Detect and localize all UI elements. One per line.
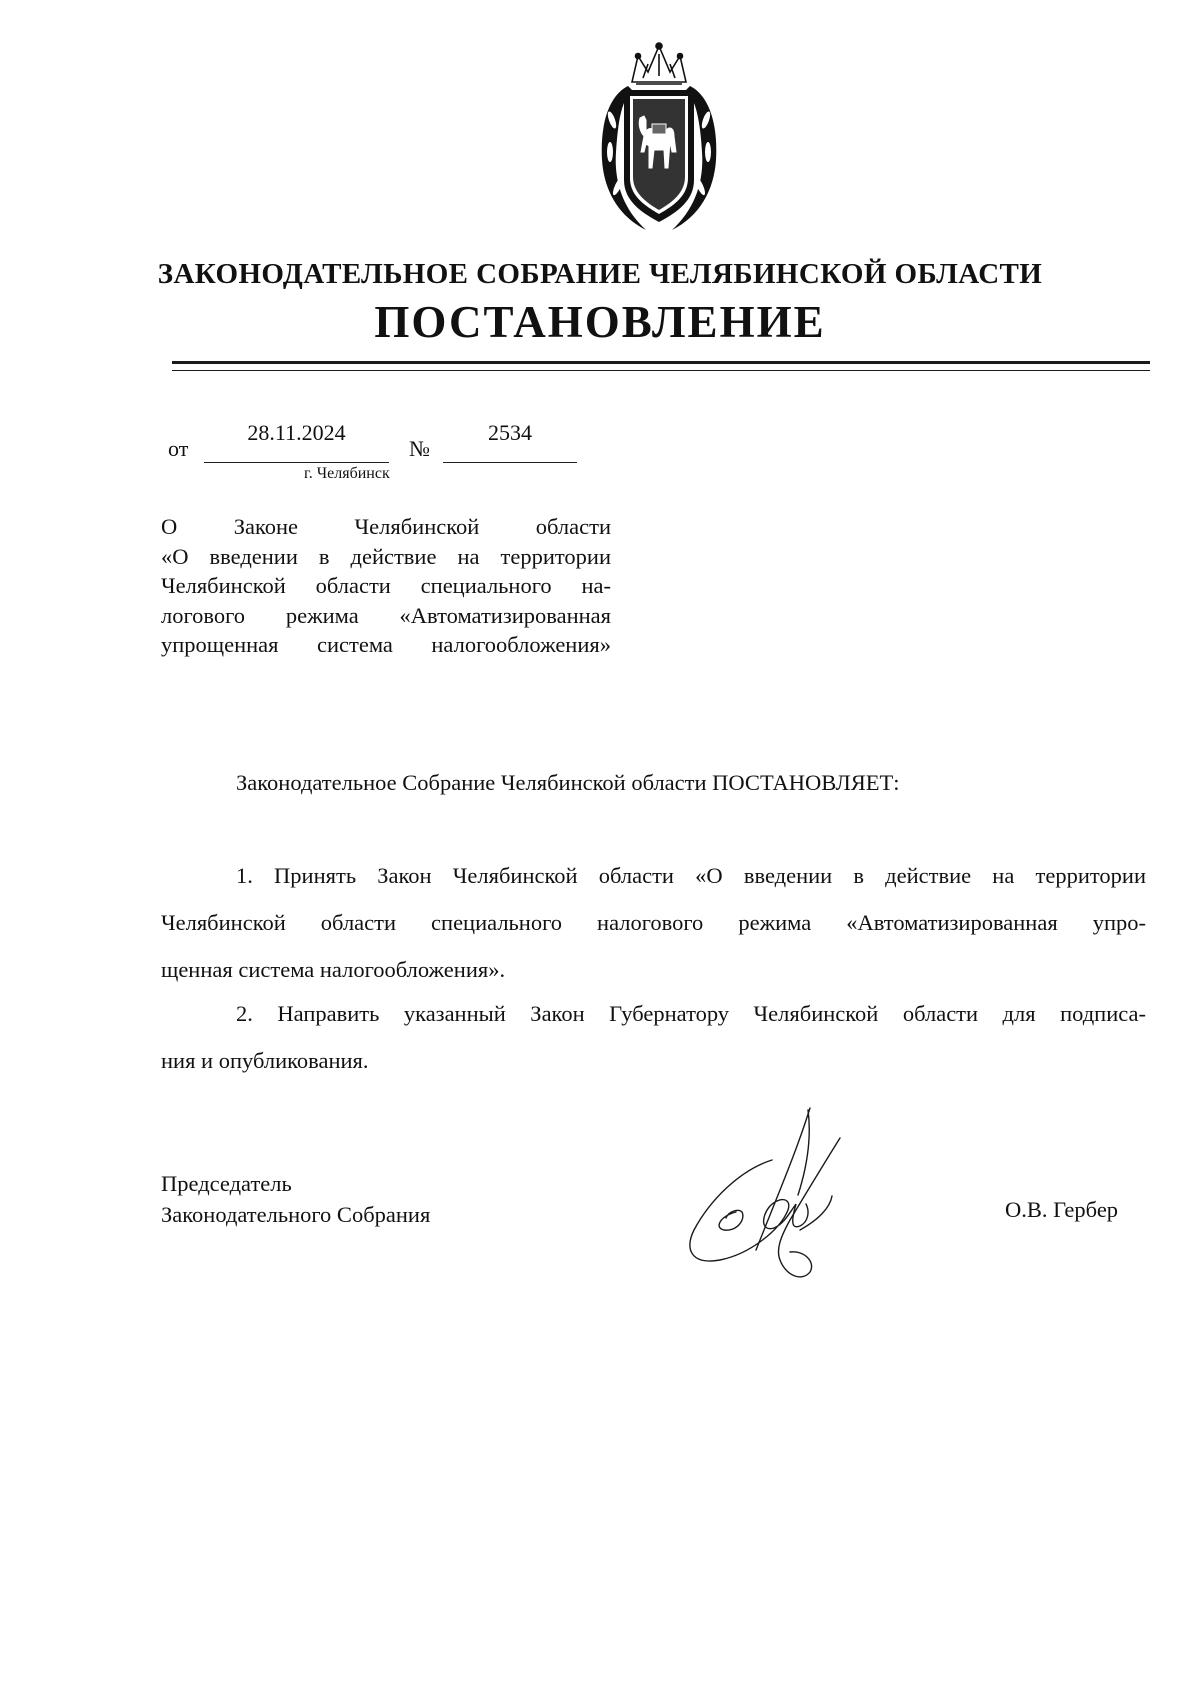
subject-line: логового режима «Автоматизированная: [161, 602, 611, 628]
paragraph-line: Челябинской области специального налогового режима «Автоматизированная упро-: [161, 910, 1146, 935]
document-number: 2534: [488, 420, 532, 445]
document-subject: [161, 512, 611, 660]
paragraph-line: щенная система налогообложения».: [161, 957, 506, 982]
paragraph-line: 2. Направить указанный Закон Губернатору Челябинской области для подписа-: [236, 1001, 1146, 1026]
subject-line: Челябинской области специального на-: [161, 573, 611, 598]
signatory-name: О.В. Гербер: [1005, 1197, 1119, 1222]
signatory-title: [161, 1168, 430, 1230]
signatory-title-line: Председатель: [161, 1171, 292, 1196]
header-rule-thin: [172, 370, 1150, 371]
subject-line: «О введении в действие на территории: [161, 543, 611, 569]
document-type-title: ПОСТАНОВЛЕНИЕ: [374, 297, 826, 347]
resolution-intro: Законодательное Собрание Челябинской области ПОСТАНОВЛЯЕТ:: [236, 770, 900, 795]
subject-line: О Законе Челябинской области: [161, 514, 611, 539]
header-rule-thick: [172, 361, 1150, 364]
organization-title: ЗАКОНОДАТЕЛЬНОЕ СОБРАНИЕ ЧЕЛЯБИНСКОЙ ОБЛАСТИ: [157, 258, 1043, 290]
date-underline: [204, 462, 389, 463]
paragraph-line: ния и опубликования.: [161, 1048, 369, 1073]
number-underline: [443, 462, 577, 463]
document-requisites: [168, 420, 588, 470]
date-prefix: от: [168, 436, 189, 461]
handwritten-signature-icon: [680, 1100, 930, 1295]
coat-of-arms-icon: [588, 40, 730, 236]
document-date: 28.11.2024: [247, 420, 346, 445]
subject-line: упрощенная система налогообложения»: [161, 632, 611, 657]
paragraph-line: 1. Принять Закон Челябинской области «О введении в действие на территории: [236, 863, 1146, 888]
document-city: г. Челябинск: [304, 465, 390, 482]
number-prefix: №: [409, 436, 430, 461]
resolution-paragraph-2: [161, 990, 1146, 1084]
resolution-paragraph-1: [161, 852, 1146, 993]
signatory-title-line: Законодательного Собрания: [161, 1202, 431, 1227]
